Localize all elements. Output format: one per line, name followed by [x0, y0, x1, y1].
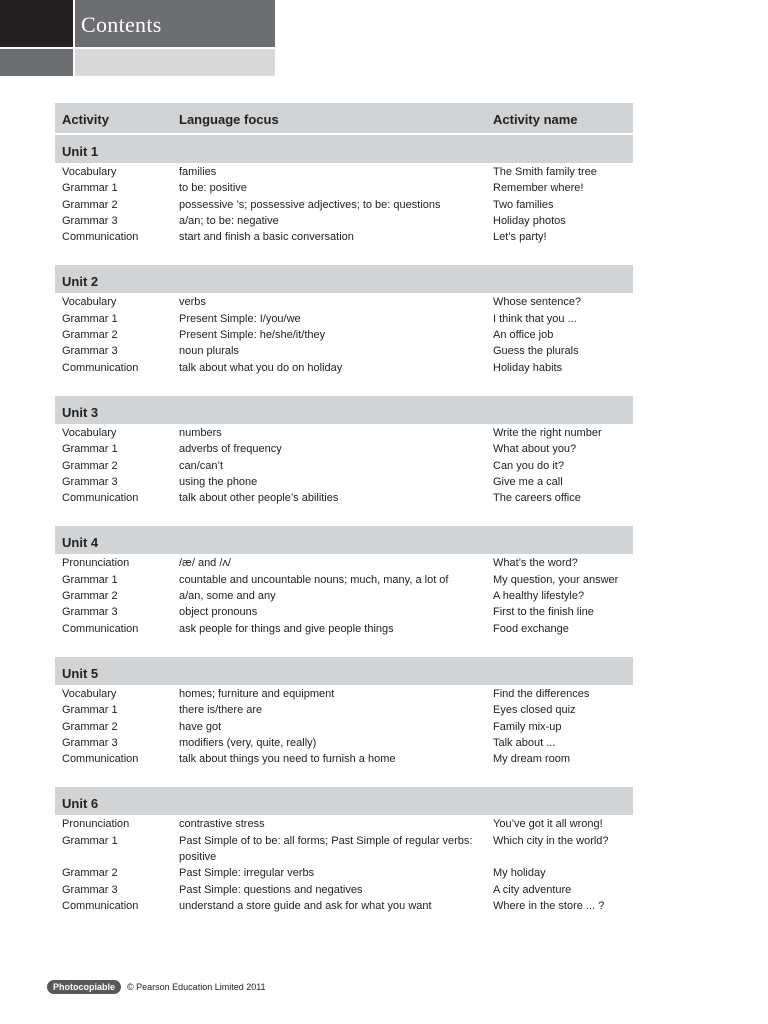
language-focus-cell: have got	[179, 720, 222, 733]
activity-cell: Communication	[62, 231, 139, 244]
table-row	[55, 588, 633, 604]
language-focus-cell: talk about what you do on holiday	[179, 361, 343, 374]
activity-name-cell: First to the finish line	[493, 606, 594, 619]
table-row	[55, 490, 633, 506]
activity-name-cell: Let’s party!	[493, 231, 547, 244]
activity-name-cell: Remember where!	[493, 182, 584, 195]
activity-cell: Grammar 2	[62, 720, 118, 733]
activity-cell: Grammar 2	[62, 198, 118, 211]
header-dark-block	[0, 0, 73, 47]
activity-name-cell: Two families	[493, 198, 554, 211]
activity-name-cell: Holiday photos	[493, 214, 566, 227]
language-focus-cell: possessive ’s; possessive adjectives; to be: questions	[179, 198, 441, 211]
activity-name-cell: An office job	[493, 329, 554, 342]
language-focus-cell: using the phone	[179, 475, 258, 488]
activity-cell: Vocabulary	[62, 426, 117, 439]
header-accent-block	[0, 49, 73, 76]
table-row	[55, 213, 633, 229]
language-focus-cell: verbs	[179, 296, 206, 309]
table-row	[55, 604, 633, 620]
activity-name-cell: Talk about ...	[493, 736, 556, 749]
activity-name-cell: Where in the store ... ?	[493, 899, 605, 912]
unit-section	[55, 787, 633, 914]
activity-name-cell: Which city in the world?	[493, 834, 609, 847]
unit-section	[55, 396, 633, 506]
activity-cell: Grammar 1	[62, 704, 118, 717]
language-focus-cell: /æ/ and /ʌ/	[179, 557, 231, 570]
language-focus-cell: families	[179, 166, 217, 178]
unit-label: Unit 2	[62, 274, 99, 290]
header-activity-name: Activity name	[493, 112, 578, 127]
language-focus-cell: to be: positive	[179, 182, 247, 195]
activity-name-cell: What’s the word?	[493, 557, 578, 570]
activity-cell: Communication	[62, 753, 139, 766]
activity-name-cell: Give me a call	[493, 475, 563, 488]
activity-name-cell: My question, your answer	[493, 573, 619, 586]
activity-cell: Pronunciation	[62, 557, 130, 570]
table-row	[55, 719, 633, 735]
activity-cell: Communication	[62, 492, 139, 505]
activity-name-cell: Write the right number	[493, 426, 602, 439]
unit-heading	[55, 396, 633, 424]
photocopiable-badge: Photocopiable	[47, 980, 121, 994]
activity-name-cell: I think that you ...	[493, 312, 577, 325]
activity-name-cell: What about you?	[493, 443, 577, 456]
language-focus-cell: understand a store guide and ask for what you want	[179, 899, 432, 912]
unit-section	[55, 657, 633, 767]
unit-heading	[55, 526, 633, 554]
unit-label: Unit 6	[62, 796, 99, 812]
language-focus-cell: object pronouns	[179, 606, 258, 619]
activity-name-cell: Guess the plurals	[493, 345, 579, 358]
unit-label: Unit 3	[62, 404, 99, 420]
language-focus-cell: can/can’t	[179, 459, 224, 472]
table-row	[55, 164, 633, 180]
activity-cell: Grammar 2	[62, 459, 118, 472]
header-language-focus: Language focus	[179, 112, 279, 127]
language-focus-cell: start and finish a basic conversation	[179, 231, 354, 244]
activity-name-cell: Can you do it?	[493, 459, 564, 472]
table-row	[55, 294, 633, 310]
table-row	[55, 360, 633, 376]
language-focus-cell: modifiers (very, quite, really)	[179, 736, 317, 749]
table-row	[55, 441, 633, 457]
activity-cell: Grammar 1	[62, 182, 118, 195]
unit-label: Unit 5	[62, 665, 99, 681]
language-focus-cell: a/an, some and any	[179, 590, 276, 603]
activity-cell: Pronunciation	[62, 818, 130, 831]
activity-cell: Communication	[62, 361, 139, 374]
copyright-text: © Pearson Education Limited 2011	[127, 982, 266, 992]
activity-name-cell: My dream room	[493, 753, 571, 766]
activity-name-cell: The careers office	[493, 492, 581, 505]
unit-section	[55, 526, 633, 636]
language-focus-cell: there is/there are	[179, 704, 263, 717]
language-focus-cell: noun plurals	[179, 345, 239, 358]
language-focus-cell: countable and uncountable nouns; much, many, a lot of	[179, 573, 449, 586]
table-row	[55, 425, 633, 441]
table-row	[55, 686, 633, 702]
unit-label: Unit 1	[62, 144, 99, 159]
language-focus-cell: Present Simple: he/she/it/they	[179, 329, 326, 342]
table-header	[55, 103, 633, 133]
activity-name-cell: A healthy lifestyle?	[493, 590, 585, 603]
table-row	[55, 833, 633, 866]
activity-cell: Grammar 1	[62, 443, 118, 456]
table-row	[55, 197, 633, 213]
language-focus-cell: talk about things you need to furnish a home	[179, 753, 396, 766]
activity-cell: Communication	[62, 899, 139, 912]
activity-cell: Grammar 3	[62, 475, 118, 488]
activity-cell: Vocabulary	[62, 166, 117, 178]
language-focus-cell: homes; furniture and equipment	[179, 687, 335, 700]
activity-name-cell: My holiday	[493, 867, 546, 880]
unit-section	[55, 135, 633, 245]
activity-cell: Grammar 3	[62, 214, 118, 227]
header-activity: Activity	[62, 112, 109, 127]
language-focus-cell: Past Simple of to be: all forms; Past Simple of regular verbs: positive	[179, 834, 473, 864]
activity-name-cell: Eyes closed quiz	[493, 704, 576, 717]
activity-name-cell: The Smith family tree	[493, 166, 597, 178]
activity-cell: Grammar 1	[62, 834, 118, 847]
language-focus-cell: ask people for things and give people things	[179, 622, 394, 635]
language-focus-cell: adverbs of frequency	[179, 443, 282, 456]
footer	[47, 980, 266, 994]
activity-cell: Grammar 2	[62, 590, 118, 603]
activity-name-cell: A city adventure	[493, 883, 572, 896]
units-container	[55, 135, 633, 914]
table-row	[55, 751, 633, 767]
table-row	[55, 898, 633, 914]
activity-cell: Grammar 3	[62, 606, 118, 619]
activity-cell: Grammar 2	[62, 867, 118, 880]
table-row	[55, 458, 633, 474]
table-row	[55, 343, 633, 359]
table-row	[55, 882, 633, 898]
activity-name-cell: Find the differences	[493, 687, 590, 700]
language-focus-cell: Past Simple: questions and negatives	[179, 883, 363, 896]
language-focus-cell: talk about other people’s abilities	[179, 492, 339, 505]
table-row	[55, 735, 633, 751]
activity-cell: Grammar 2	[62, 329, 118, 342]
activity-cell: Grammar 1	[62, 573, 118, 586]
language-focus-cell: a/an; to be: negative	[179, 214, 279, 227]
table-row	[55, 327, 633, 343]
activity-name-cell: Whose sentence?	[493, 296, 582, 309]
unit-section	[55, 265, 633, 375]
table-row	[55, 474, 633, 490]
activity-cell: Vocabulary	[62, 296, 117, 309]
activity-cell: Grammar 3	[62, 736, 118, 749]
language-focus-cell: numbers	[179, 426, 222, 439]
unit-label: Unit 4	[62, 535, 99, 551]
table-row	[55, 816, 633, 832]
unit-heading	[55, 135, 633, 163]
table-row	[55, 311, 633, 327]
activity-cell: Grammar 1	[62, 312, 118, 325]
header-light-block	[75, 49, 275, 76]
activity-cell: Grammar 3	[62, 883, 118, 896]
activity-name-cell: You’ve got it all wrong!	[493, 818, 603, 831]
table-row	[55, 180, 633, 196]
activity-cell: Grammar 3	[62, 345, 118, 358]
language-focus-cell: Present Simple: I/you/we	[179, 312, 301, 325]
table-row	[55, 621, 633, 637]
activity-name-cell: Family mix-up	[493, 720, 562, 733]
unit-heading	[55, 787, 633, 815]
table-row	[55, 555, 633, 571]
contents-table	[55, 103, 633, 934]
language-focus-cell: Past Simple: irregular verbs	[179, 867, 315, 880]
activity-name-cell: Holiday habits	[493, 361, 563, 374]
activity-name-cell: Food exchange	[493, 622, 569, 635]
language-focus-cell: contrastive stress	[179, 818, 265, 831]
unit-heading	[55, 657, 633, 685]
table-row	[55, 702, 633, 718]
table-row	[55, 229, 633, 245]
table-row	[55, 572, 633, 588]
table-row	[55, 865, 633, 881]
activity-cell: Vocabulary	[62, 687, 117, 700]
activity-cell: Communication	[62, 622, 139, 635]
page-title: Contents	[81, 12, 162, 37]
unit-heading	[55, 265, 633, 293]
